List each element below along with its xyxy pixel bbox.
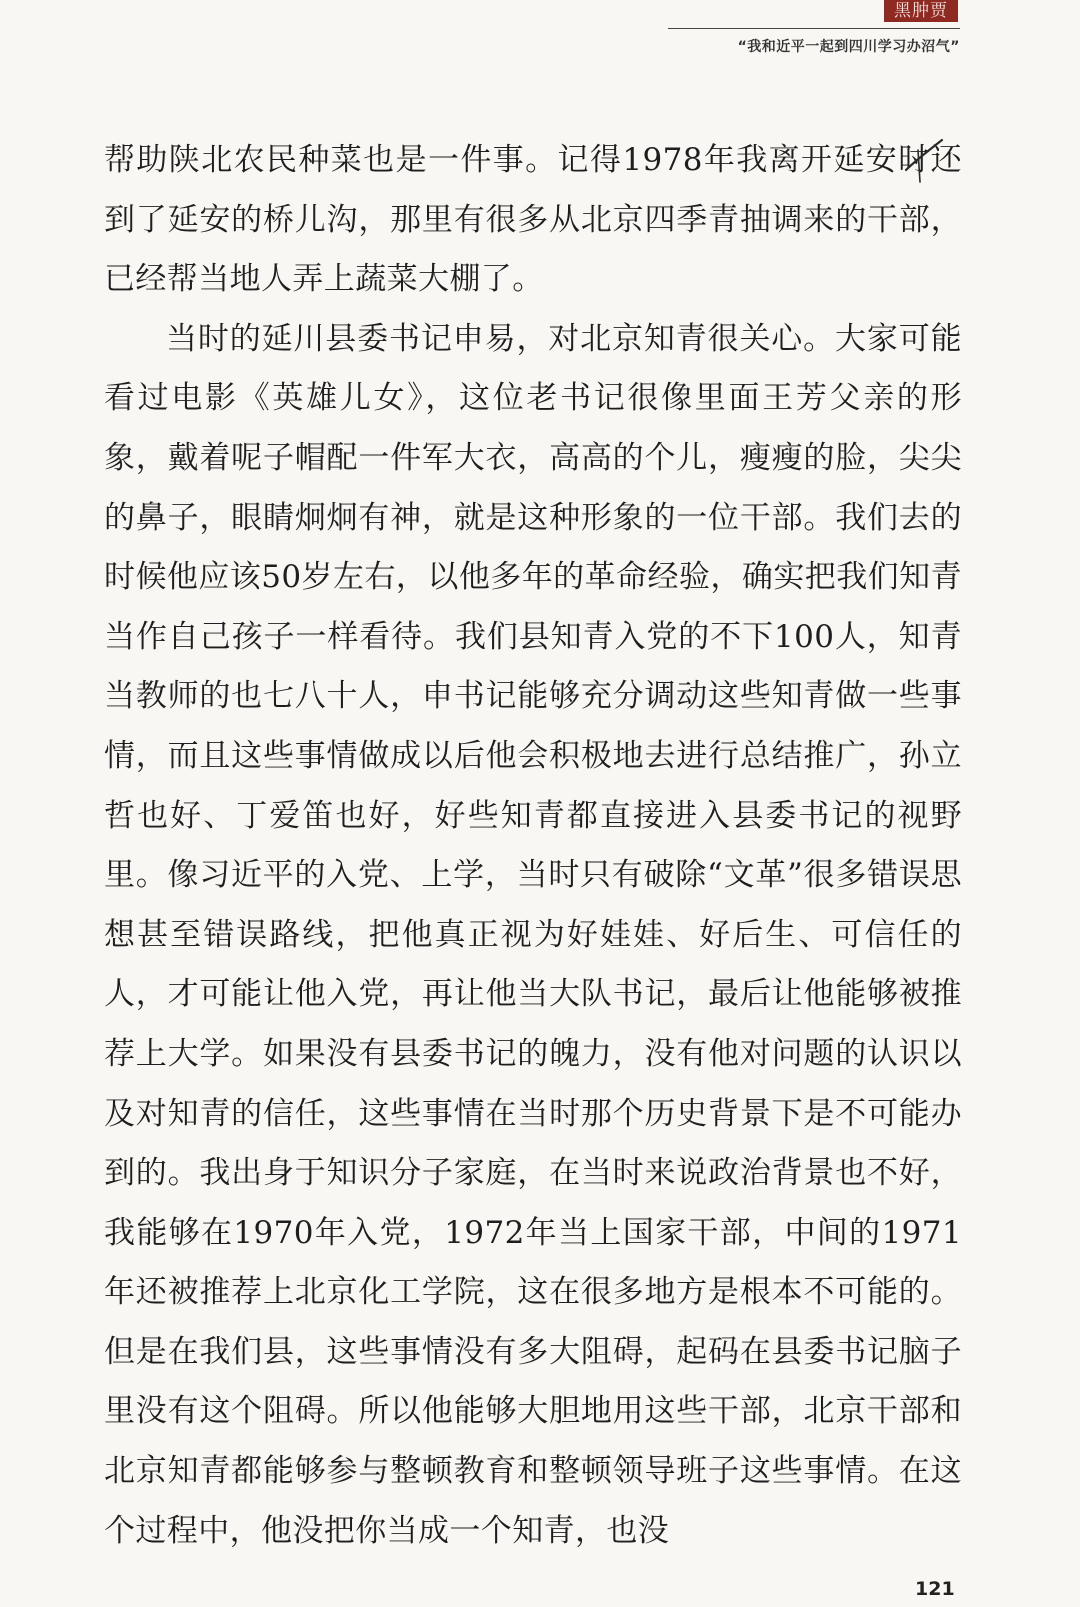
paragraph-2: 当时的延川县委书记申易，对北京知青很关心。大家可能看过电影《英雄儿女》，这位老书记很像里面王芳父亲的形象，戴着呢子帽配一件军大衣，高高的个儿，瘦瘦的脸，尖尖的鼻子，眼睛炯炯有神，就是这种形象的一位干部。我们去的时候他应该50岁左右，以他多年的革命经验，确实把我们知青当作自己孩子一样看待。我们县知青入党的不下100人，知青当教师的也七八十人，申书记能够充分调动这些知青做一些事情，而且这些事情做成以后他会积极地去进行总结推广，孙立哲也好、丁爱笛也好，好些知青都直接进入县委书记的视野里。像习近平的入党、上学，当时只有破除“文革”很多错误思想甚至错误路线，把他真正视为好娃娃、好后生、可信任的人，才可能让他入党，再让他当大队书记，最后让他能够被推荐上大学。如果没有县委书记的魄力，没有他对问题的认识以及对知青的信任，这些事情在当时那个历史背景下是不可能办到的。我出身于知识分子家庭，在当时来说政治背景也不好，我能够在1970年入党，1972年当上国家干部，中间的1971年还被推荐上北京化工学院，这在很多地方是根本不可能的。但是在我们县，这些事情没有多大阻碍，起码在县委书记脑子里没有这个阻碍。所以他能够大胆地用这些干部，北京干部和北京知青都能够参与整顿教育和整顿领导班子这些事情。在这个过程中，他没把你当成一个知青，也没 <box>104 320 962 1549</box>
section-tag: 黑肿贾 <box>884 0 958 22</box>
paragraph-1: 帮助陕北农民种菜也是一件事。记得1978年我离开延安时还到了延安的桥儿沟，那里有很多从北京四季青抽调来的干部，已经帮当地人弄上蔬菜大棚了。 <box>104 142 962 298</box>
handwritten-pen-mark <box>900 136 948 188</box>
running-header-title: “我和近平一起到四川学习办沼气” <box>737 39 960 55</box>
body-text <box>104 131 962 1561</box>
page-number: 121 <box>915 1578 955 1600</box>
header-rule <box>668 28 960 29</box>
